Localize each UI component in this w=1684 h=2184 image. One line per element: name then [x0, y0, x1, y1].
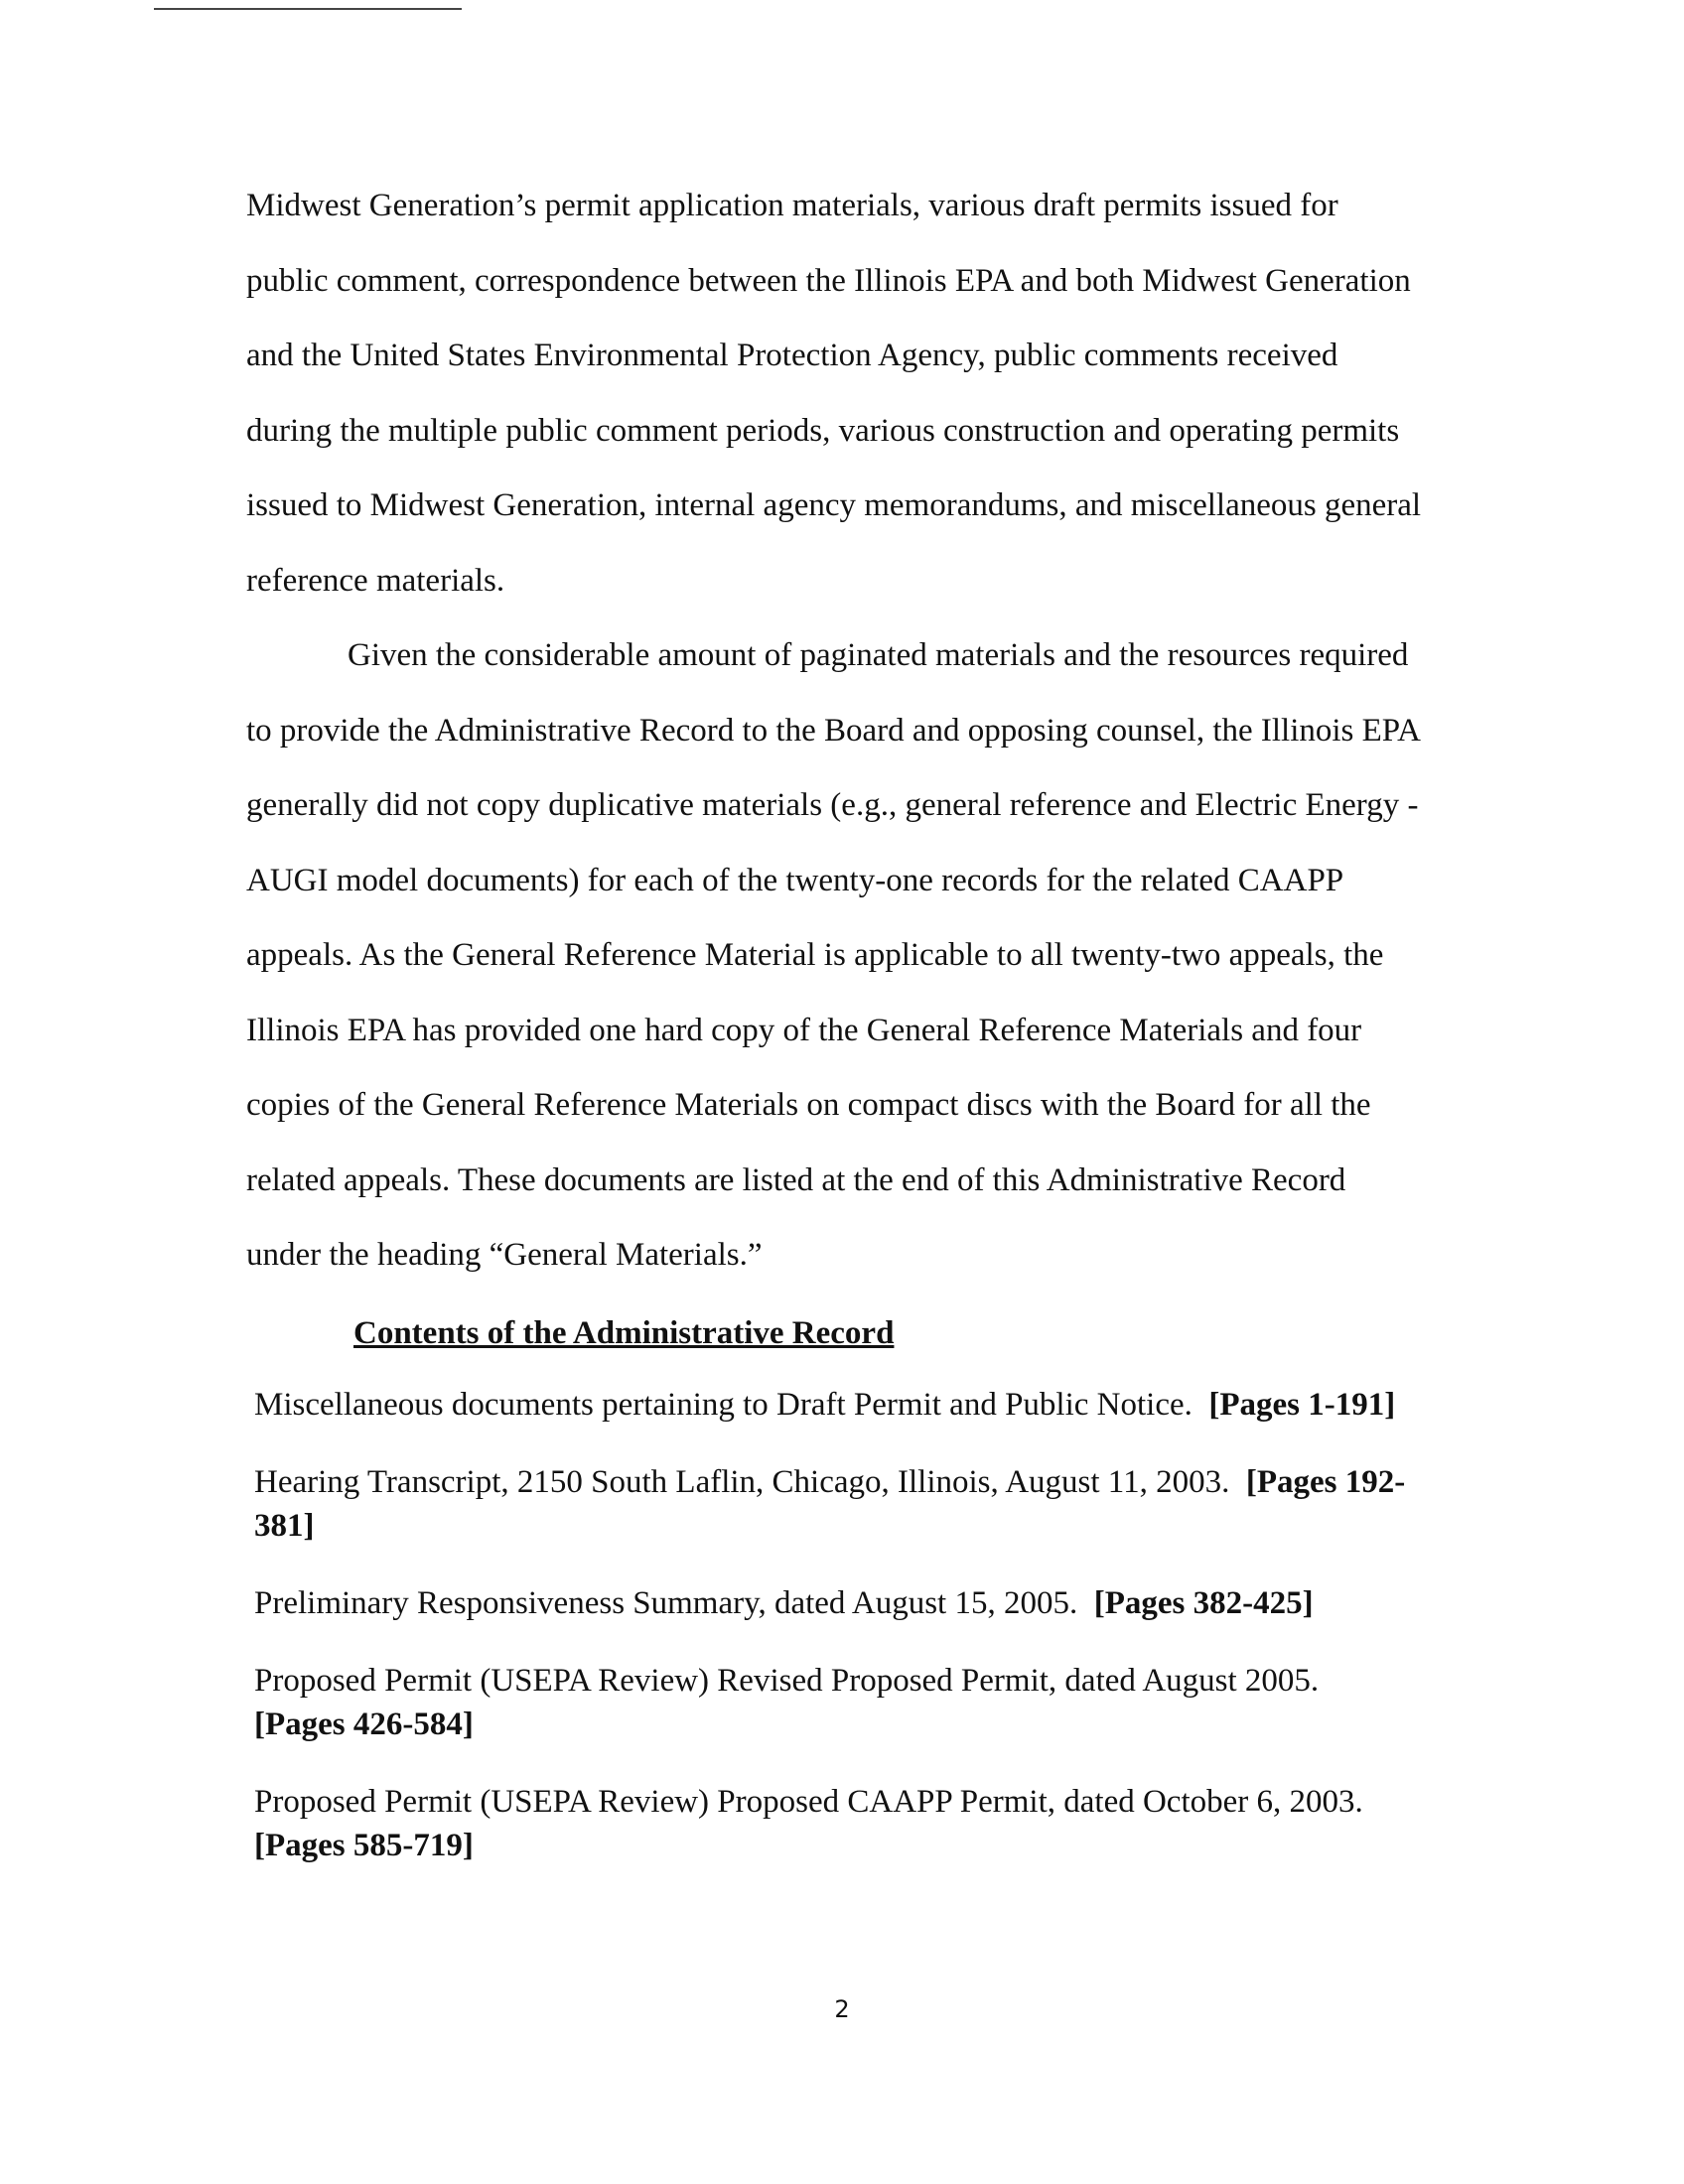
contents-list — [246, 1383, 1428, 1867]
header-rule — [154, 8, 462, 10]
entry-text: Proposed Permit (USEPA Review) Revised Proposed Permit, dated August 2005. — [254, 1662, 1320, 1699]
entry-text: Preliminary Responsiveness Summary, dated August 15, 2005. — [254, 1584, 1078, 1621]
paragraph-general-reference: Given the considerable amount of paginated materials and the resources required to provide the Administrative Record to the Board and opposing counsel, the Illinois EPA generally did not copy duplicative materials (e.g., general reference and Electric Energy - AUGI model documents) for each of the twenty-one records for the related CAAPP appeals. As the General Reference Material is applicable to all twenty-two appeals, the Illinois EPA has provided one hard copy of the General Reference Materials and four copies of the General Reference Materials on compact discs with the Board for all the related appeals. These documents are listed at the end of this Administrative Record under the heading “General Materials.” — [246, 637, 1420, 1273]
contents-entry — [254, 1581, 1428, 1625]
entry-text: Miscellaneous documents pertaining to Draft Permit and Public Notice. — [254, 1386, 1193, 1423]
entry-pages: [Pages 192-381] — [254, 1463, 1406, 1544]
page-number: 2 — [834, 1995, 850, 2023]
entry-text: Hearing Transcript, 2150 South Laflin, Chicago, Illinois, August 11, 2003. — [254, 1463, 1230, 1500]
contents-entry — [254, 1460, 1428, 1548]
document-page — [246, 169, 1428, 1901]
contents-entry — [254, 1383, 1428, 1427]
paragraph-continued: Midwest Generation’s permit application materials, various draft permits issued for public comment, correspondence between the Illinois EPA and both Midwest Generation and the United States Environmental Protection Agency, public comments received during the multiple public comment periods, various construction and operating permits issued to Midwest Generation, internal agency memorandums, and miscellaneous general reference materials. — [246, 188, 1422, 599]
contents-entry — [254, 1780, 1428, 1867]
entry-pages: [Pages 585-719] — [254, 1827, 474, 1863]
entry-pages: [Pages 1-191] — [1208, 1386, 1396, 1423]
entry-pages: [Pages 382-425] — [1093, 1584, 1314, 1621]
entry-pages: [Pages 426-584] — [254, 1706, 474, 1742]
entry-text: Proposed Permit (USEPA Review) Proposed CAAPP Permit, dated October 6, 2003. — [254, 1783, 1363, 1820]
contents-heading: Contents of the Administrative Record — [353, 1314, 895, 1351]
contents-entry — [254, 1659, 1428, 1746]
